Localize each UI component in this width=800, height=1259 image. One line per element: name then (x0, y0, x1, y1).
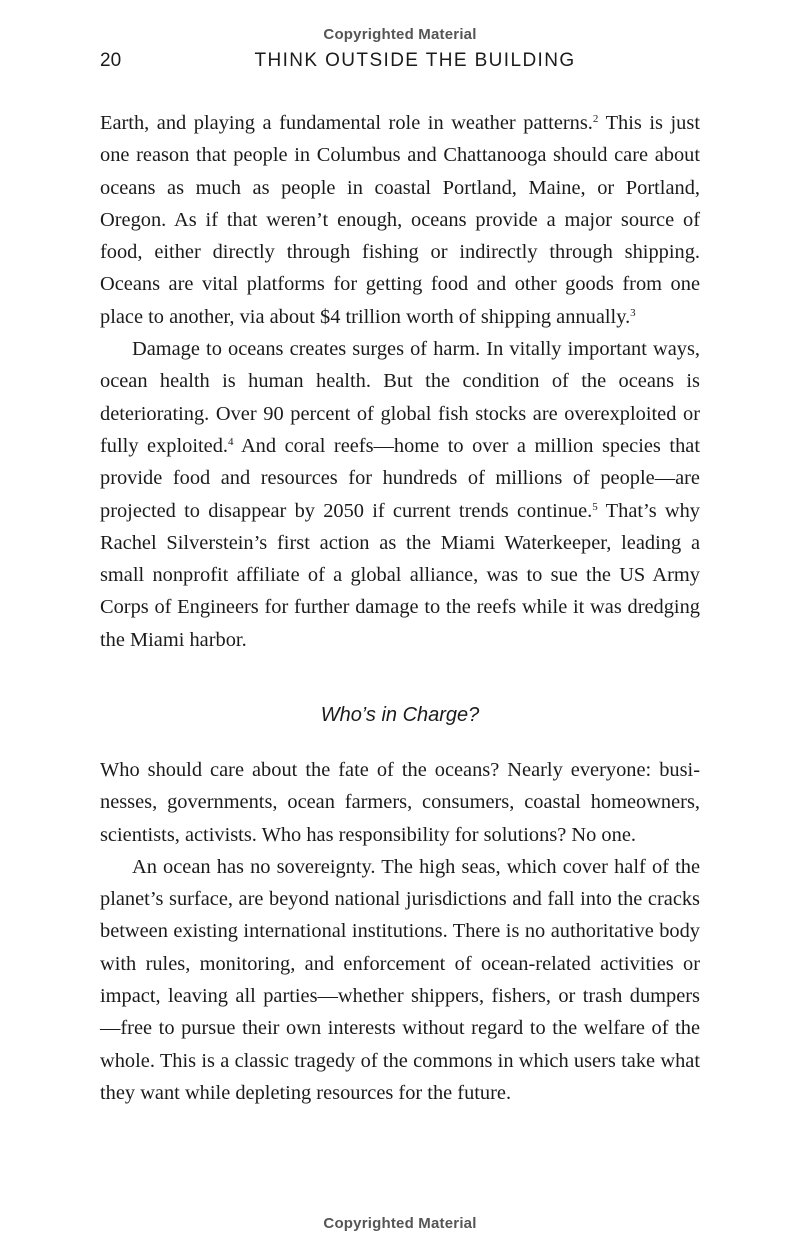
footnote-marker[interactable]: 2 (592, 113, 599, 125)
running-head (100, 50, 700, 76)
paragraph (100, 107, 700, 333)
running-title: THINK OUTSIDE THE BUILDING (254, 50, 576, 71)
paragraph (100, 754, 700, 851)
body-text-before-heading (100, 107, 700, 656)
footnote-marker[interactable]: 4 (228, 435, 234, 448)
text-run: Earth, and playing a fundamental role in weather patterns. (100, 112, 593, 134)
text-run: And coral reefs—home to over a million species that provide food and resources for hundreds of millions of people—are projected to disappear by 2050 if current trends continue. (100, 434, 700, 522)
body-text-after-heading (100, 754, 700, 1109)
text-run: An ocean has no sovereignty. The high seas, which cover half of the planet’s surface, are beyond national jurisdictions and fall into the cracks between existing international institutions. There is no authoritative body with rules, monitoring, and enforcement of ocean-related activities or impact, leaving all parties—whether shippers, fishers, or trash dumpers—free to pursue their own interests without regard to the welfare of the whole. This is a classic tragedy of the commons in which users take what they want while depleting resources for the future. (100, 855, 700, 1104)
footnote-marker[interactable]: 3 (630, 306, 636, 319)
paragraph (100, 851, 700, 1109)
text-run: Damage to oceans creates surges of harm. In vitally important ways, ocean health is human health. But the condition of the oceans is deteriorating. Over 90 percent of global fish stocks are overexploited or fully exploited. (100, 338, 700, 457)
text-run: This is just one reason that people in Columbus and Chattanooga should care about oceans as much as people in coastal Portland, Maine, or Portland, Oregon. As if that weren’t enough, oceans provide a major source of food, either directly through fishing or indirectly through shipping. Oceans are vital platforms for getting food and other goods from one place to another, via about $4 trillion worth of shipping annually. (100, 112, 700, 328)
paragraph (100, 333, 700, 656)
page-number: 20 (100, 50, 122, 71)
footnote-marker[interactable]: 5 (592, 500, 598, 513)
copyright-watermark-bottom: Copyrighted Material (323, 1215, 477, 1232)
section-heading: Who’s in Charge? (320, 704, 480, 726)
text-run: Who should care about the fate of the oceans? Nearly everyone: businesses, governments, ocean farmers, consumers, coastal homeowners, scientists, activists. Who has responsibility for solutions? No one. (100, 759, 700, 846)
text-run: That’s why Rachel Silverstein’s first action as the Miami Waterkeeper, leading a small nonprofit affiliate of a global alliance, was to sue the US Army Corps of Engineers for further damage to the reefs while it was dredging the Miami harbor. (100, 499, 700, 651)
copyright-watermark-top: Copyrighted Material (323, 26, 477, 43)
